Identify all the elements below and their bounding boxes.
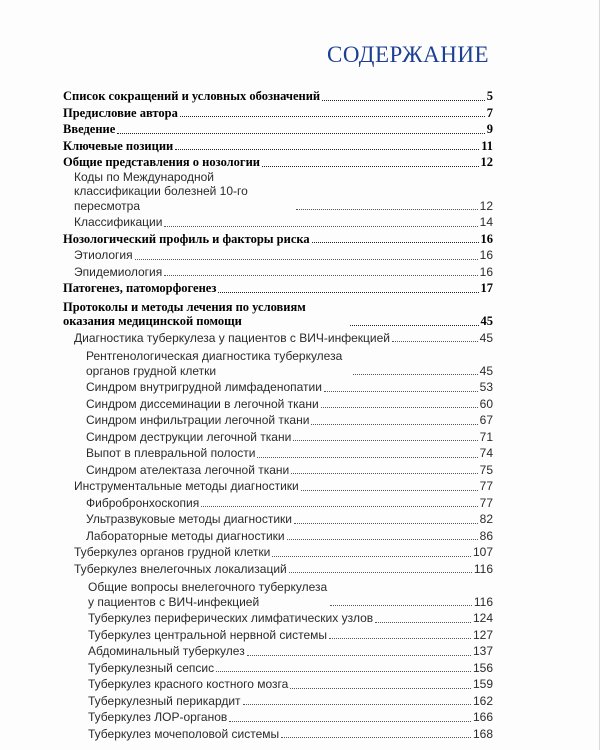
dot-leader [392, 341, 478, 342]
toc-entry-page: 17 [480, 281, 493, 295]
toc-entry[interactable] [63, 411, 493, 428]
toc-entry-title: Общие представления о нозологии [63, 155, 260, 169]
toc-entry[interactable] [63, 296, 493, 329]
toc-entry-page: 162 [472, 693, 493, 708]
toc-entry[interactable] [63, 378, 493, 395]
toc-entry[interactable] [63, 230, 493, 247]
toc-entry[interactable] [63, 153, 493, 170]
toc-entry-page: 166 [472, 710, 493, 724]
dot-leader [321, 407, 478, 408]
toc-entry-title: Туберкулез ЛОР-органов [88, 710, 228, 724]
toc-entry-title: Этиология [74, 248, 133, 262]
toc-entry-page: 67 [479, 413, 493, 427]
toc-entry-page: 74 [479, 446, 493, 460]
dot-leader [117, 133, 484, 134]
dot-leader [330, 605, 472, 606]
toc-entry-title: Общие вопросы внелегочного туберкулеза у пациентов с ВИЧ-инфекцией [88, 580, 328, 609]
toc-entry[interactable] [63, 395, 493, 412]
dot-leader [329, 638, 471, 639]
toc-entry-title: Лабораторные методы диагностики [86, 528, 285, 543]
toc-entry[interactable] [63, 477, 493, 494]
dot-leader [247, 655, 471, 656]
dot-leader [257, 457, 477, 458]
toc-entry-title: Патогенез, патоморфогенез [63, 281, 217, 295]
dot-leader [311, 424, 477, 425]
toc-entry-page: 7 [486, 105, 493, 120]
toc-entry-title: Фибробронхоскопия [86, 495, 200, 510]
toc-entry-page: 12 [479, 198, 493, 213]
toc-entry-page: 107 [472, 545, 493, 559]
toc-entry[interactable] [63, 692, 493, 709]
dot-leader [290, 688, 471, 689]
toc-entry[interactable] [63, 642, 493, 659]
dot-leader [350, 325, 479, 326]
toc-entry-title: Выпот в плевральной полости [86, 446, 256, 460]
toc-entry[interactable] [63, 543, 493, 560]
toc-entry[interactable] [63, 170, 493, 214]
toc-entry-page: 12 [480, 155, 493, 169]
dot-leader [201, 506, 477, 507]
toc-entry-title: Эпидемиология [74, 264, 163, 279]
toc-entry-page: 16 [479, 264, 493, 279]
toc-entry[interactable] [63, 213, 493, 230]
toc-entry-title: Список сокращений и условных обозначений [63, 89, 321, 103]
toc-entry-title: Синдром внутригрудной лимфаденопатии [86, 380, 322, 394]
toc-entry-page: 71 [479, 429, 493, 444]
toc-entry-page: 5 [486, 89, 493, 103]
toc-entry-title: Синдром ателектаза легочной ткани [86, 462, 290, 477]
toc-entry-page: 45 [480, 314, 493, 328]
toc-entry[interactable] [63, 120, 493, 137]
toc-entry-title: Предисловие автора [63, 105, 178, 120]
toc-entry-title: Абдоминальный туберкулез [88, 644, 245, 658]
toc-entry-title: Туберкулез мочеполовой системы [88, 726, 280, 741]
toc-entry[interactable] [63, 560, 493, 577]
toc-entry-page: 116 [473, 561, 493, 576]
toc-entry-page: 156 [472, 660, 493, 675]
toc-entry-page: 159 [472, 677, 493, 691]
dot-leader [375, 622, 471, 623]
toc-entry-title: Туберкулез красного костного мозга [88, 677, 289, 691]
dot-leader [243, 704, 471, 705]
toc-entry[interactable] [63, 510, 493, 527]
dot-leader [175, 149, 479, 150]
toc-entry-page: 9 [486, 122, 493, 136]
toc-entry-page: 82 [479, 512, 493, 526]
toc-entry[interactable] [63, 279, 493, 296]
toc-entry-title: Ультразвуковые методы диагностики [86, 512, 292, 526]
toc-entry-page: 60 [479, 396, 493, 411]
toc-entry-page: 124 [472, 611, 493, 625]
table-of-contents [63, 87, 493, 741]
toc-entry[interactable] [63, 137, 493, 154]
toc-entry-title: Нозологический профиль и факторы риска [63, 231, 310, 246]
toc-entry[interactable] [63, 444, 493, 461]
dot-leader [281, 737, 471, 738]
toc-entry[interactable] [63, 329, 493, 346]
dot-leader [301, 490, 478, 491]
toc-entry-title: Ключевые позиции [63, 138, 174, 153]
toc-entry-page: 16 [479, 248, 493, 262]
toc-entry[interactable] [63, 527, 493, 544]
dot-leader [287, 539, 478, 540]
toc-entry-title: Классификации [74, 215, 163, 229]
dot-leader [353, 374, 478, 375]
toc-entry[interactable] [63, 104, 493, 121]
toc-entry-page: 116 [473, 594, 493, 609]
toc-entry-page: 45 [479, 363, 493, 378]
toc-entry[interactable] [63, 263, 493, 280]
toc-entry-title: Рентгенологическая диагностика туберкулеза органов грудной клетки [86, 349, 343, 378]
toc-entry[interactable] [63, 87, 493, 104]
page-title: СОДЕРЖАНИЕ [326, 42, 489, 67]
toc-entry-page: 53 [479, 380, 493, 394]
toc-entry[interactable] [63, 725, 493, 742]
dot-leader [272, 556, 471, 557]
toc-entry-title: Введение [63, 122, 116, 136]
toc-entry-page: 16 [480, 231, 493, 246]
toc-entry-title: Туберкулез органов грудной клетки [74, 545, 271, 559]
dot-leader [218, 292, 478, 293]
toc-entry[interactable] [63, 609, 493, 626]
toc-entry-page: 14 [479, 215, 493, 229]
dot-leader [180, 116, 485, 117]
toc-entry-title: Диагностика туберкулеза у пациентов с ВИЧ-инфекцией [74, 330, 390, 345]
toc-entry[interactable] [63, 675, 493, 692]
toc-entry[interactable] [63, 576, 493, 609]
dot-leader [216, 671, 471, 672]
toc-entry[interactable] [63, 494, 493, 511]
dot-leader [164, 275, 477, 276]
toc-entry-title: Коды по Международной классификации болезней 10-го пересмотра [74, 169, 248, 213]
toc-entry-title: Туберкулезный сепсис [88, 660, 215, 675]
toc-entry-page: 45 [479, 330, 493, 345]
toc-entry-page: 137 [472, 644, 493, 658]
toc-entry[interactable] [63, 461, 493, 478]
dot-leader [294, 523, 478, 524]
dot-leader [164, 226, 477, 227]
toc-entry[interactable] [63, 345, 493, 378]
toc-entry[interactable] [63, 659, 493, 676]
dot-leader [291, 473, 477, 474]
toc-entry-title: Туберкулезный перикардит [88, 693, 241, 708]
toc-entry[interactable] [63, 708, 493, 725]
dot-leader [289, 572, 472, 573]
toc-entry-title: Инструментальные методы диагностики [74, 479, 299, 493]
toc-entry-title: Протоколы и методы лечения по условиям оказания медицинской помощи [63, 299, 306, 328]
toc-entry-page: 127 [472, 627, 493, 642]
toc-entry-page: 77 [479, 495, 493, 510]
toc-entry-page: 168 [472, 726, 493, 741]
dot-leader [312, 242, 479, 243]
dot-leader [322, 100, 485, 101]
toc-entry-title: Синдром деструкции легочной ткани [86, 429, 292, 444]
toc-entry-title: Туберкулез центральной нервной системы [88, 627, 328, 642]
toc-entry-page: 75 [479, 462, 493, 477]
toc-entry-title: Синдром диссеминации в легочной ткани [86, 396, 319, 411]
toc-entry-page: 11 [481, 138, 493, 153]
toc-entry-title: Синдром инфильтрации легочной ткани [86, 413, 310, 427]
toc-entry-page: 86 [479, 528, 493, 543]
toc-entry[interactable] [63, 626, 493, 643]
dot-leader [296, 209, 478, 210]
toc-entry-page: 77 [479, 479, 493, 493]
toc-entry-title: Туберкулез периферических лимфатических узлов [88, 611, 374, 625]
dot-leader [293, 440, 477, 441]
toc-entry[interactable] [63, 246, 493, 263]
dot-leader [135, 259, 478, 260]
dot-leader [324, 391, 478, 392]
toc-entry-title: Туберкулез внелегочных локализаций [74, 561, 287, 576]
dot-leader [262, 166, 479, 167]
dot-leader [229, 721, 471, 722]
toc-entry[interactable] [63, 428, 493, 445]
